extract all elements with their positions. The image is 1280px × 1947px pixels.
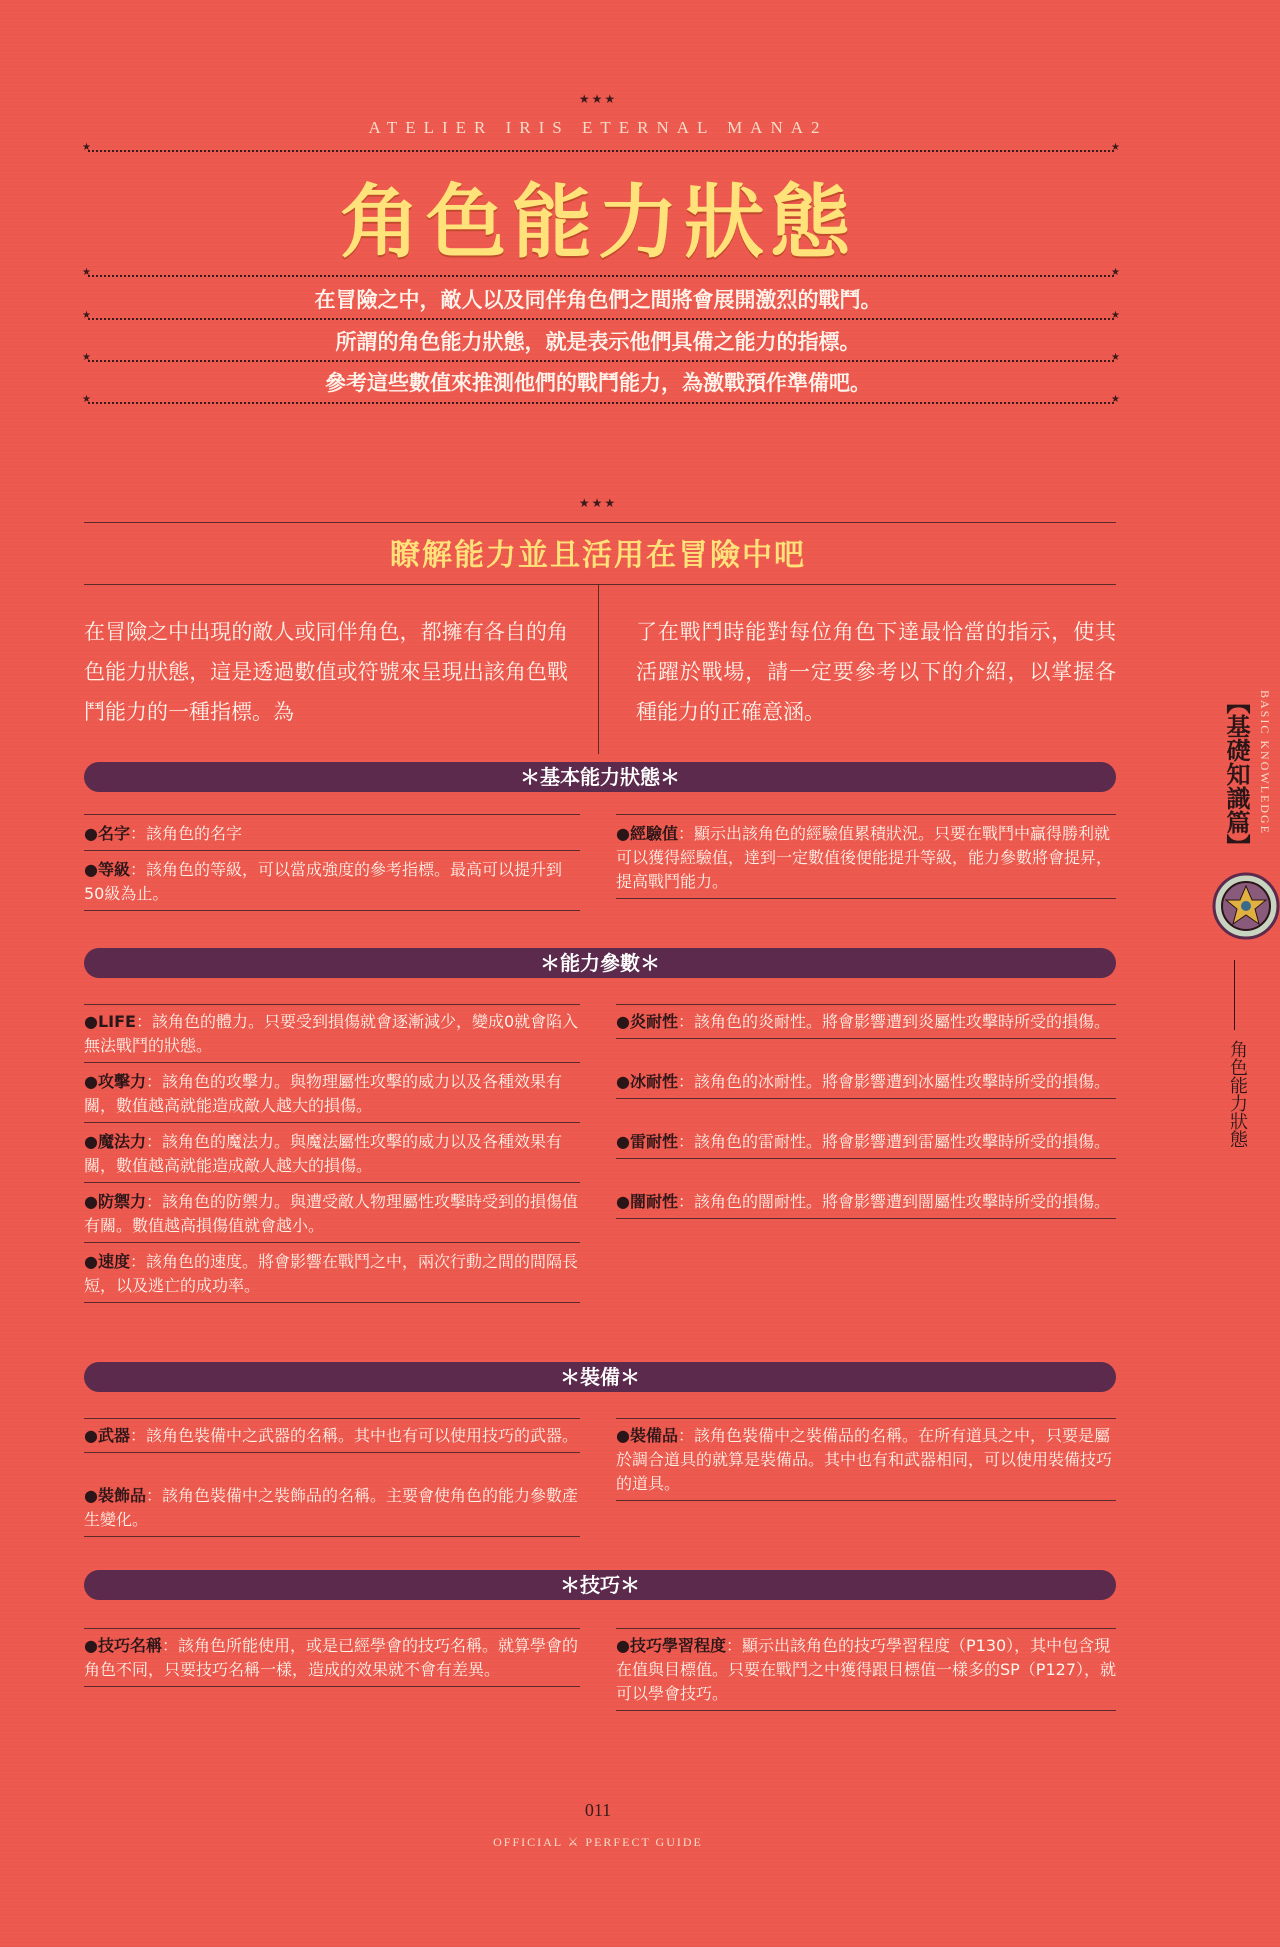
medallion-icon xyxy=(1212,872,1280,940)
rule xyxy=(616,1004,1116,1005)
category-bar-equipment: ＊裝備＊ xyxy=(84,1362,1116,1392)
stat-item: ●魔法力：該角色的魔法力。與魔法屬性攻擊的威力以及各種效果有關，數值越高就能造成敵人越大的損傷。 xyxy=(84,1130,580,1183)
section-text-right: 了在戰鬥時能對每位角色下達最恰當的指示，使其活躍於戰場，請一定要參考以下的介紹，以掌握各種能力的正確意涵。 xyxy=(636,620,1116,724)
stat-item: ●雷耐性：該角色的雷耐性。將會影響遭到雷屬性攻擊時所受的損傷。 xyxy=(616,1130,1116,1159)
divider xyxy=(88,402,1114,404)
side-tab xyxy=(1216,690,1256,858)
intro-line-3: 參考這些數值來推測他們的戰鬥能力，為激戰預作準備吧。 xyxy=(325,371,871,395)
rule xyxy=(84,1628,580,1629)
stat-item: ●LIFE：該角色的體力。只要受到損傷就會逐漸減少，變成0就會陷入無法戰鬥的狀態。 xyxy=(84,1010,580,1063)
rule xyxy=(616,1418,1116,1419)
stat-item: ●武器：該角色裝備中之武器的名稱。其中也有可以使用技巧的武器。 xyxy=(84,1424,580,1453)
stat-item: ●裝備品：該角色裝備中之裝備品的名稱。在所有道具之中，只要是屬於調合道具的就算是裝備品。其中也有和武器相同，可以使用裝備技巧的道具。 xyxy=(616,1424,1116,1501)
rule xyxy=(84,1418,580,1419)
stat-item: ●攻擊力：該角色的攻擊力。與物理屬性攻擊的威力以及各種效果有關，數值越高就能造成敵人越大的損傷。 xyxy=(84,1070,580,1123)
section-stars: ★★★ xyxy=(578,496,618,510)
stat-item: ●名字：該角色的名字 xyxy=(84,822,580,851)
section-title: 瞭解能力並且活用在冒險中吧 xyxy=(390,538,806,573)
rule xyxy=(84,814,580,815)
stat-item: ●防禦力：該角色的防禦力。與遭受敵人物理屬性攻擊時受到的損傷值有關。數值越高損傷值就會越小。 xyxy=(84,1190,580,1243)
stat-item: ●裝飾品：該角色裝備中之裝飾品的名稱。主要會使角色的能力參數產生變化。 xyxy=(84,1484,580,1537)
stat-item: ●冰耐性：該角色的冰耐性。將會影響遭到冰屬性攻擊時所受的損傷。 xyxy=(616,1070,1116,1099)
stat-item: ●闇耐性：該角色的闇耐性。將會影響遭到闇屬性攻擊時所受的損傷。 xyxy=(616,1190,1116,1219)
stat-item: ●技巧名稱：該角色所能使用，或是已經學會的技巧名稱。就算學會的角色不同，只要技巧名稱一樣，造成的效果就不會有差異。 xyxy=(84,1634,580,1687)
rule xyxy=(616,814,1116,815)
side-english: BASIC KNOWLEDGE xyxy=(1258,690,1272,835)
category-bar-basic: ＊基本能力狀態＊ xyxy=(84,762,1116,792)
category-bar-skills: ＊技巧＊ xyxy=(84,1570,1116,1600)
stat-item: ●技巧學習程度：顯示出該角色的技巧學習程度（P130），其中包含現在值與目標值。只要在戰鬥之中獲得跟目標值一樣多的SP（P127），就可以學會技巧。 xyxy=(616,1634,1116,1711)
stat-item: ●速度：該角色的速度。將會影響在戰鬥之中，兩次行動之間的間隔長短，以及逃亡的成功率。 xyxy=(84,1250,580,1303)
rule xyxy=(616,1628,1116,1629)
rule xyxy=(84,1004,580,1005)
series-title: ATELIER IRIS ETERNAL MANA2 xyxy=(368,118,828,137)
side-rule xyxy=(1234,960,1235,1030)
side-subtitle: 角色能力狀態 xyxy=(1227,1040,1248,1148)
section-rule-top xyxy=(84,522,1116,523)
divider xyxy=(88,318,1114,320)
intro-line-1: 在冒險之中，敵人以及同伴角色們之間將會展開激烈的戰鬥。 xyxy=(314,288,882,312)
stat-item: ●等級：該角色的等級，可以當成強度的參考指標。最高可以提升到50級為止。 xyxy=(84,858,580,911)
divider xyxy=(88,275,1114,277)
page-title: 角色能力狀態 xyxy=(340,175,856,269)
intro-line-2: 所謂的角色能力狀態，就是表示他們具備之能力的指標。 xyxy=(335,330,861,354)
stat-item: ●炎耐性：該角色的炎耐性。將會影響遭到炎屬性攻擊時所受的損傷。 xyxy=(616,1010,1116,1039)
section-rule-bottom xyxy=(84,584,1116,585)
divider xyxy=(88,150,1114,152)
column-divider xyxy=(598,584,599,754)
stat-item: ●經驗值：顯示出該角色的經驗值累積狀況。只要在戰鬥中贏得勝利就可以獲得經驗值，達到一定數值後便能提升等級，能力參數將會提昇，提高戰鬥能力。 xyxy=(616,822,1116,899)
header-stars: ★★★ xyxy=(578,92,618,106)
side-tab-label: 【基礎知識篇】 xyxy=(1222,690,1251,858)
category-bar-params: ＊能力參數＊ xyxy=(84,948,1116,978)
section-text-left: 在冒險之中出現的敵人或同伴角色，都擁有各自的角色能力狀態，這是透過數值或符號來呈現出該角色戰鬥能力的一種指標。為 xyxy=(84,620,568,724)
divider xyxy=(88,360,1114,362)
guide-footer: OFFICIAL ⚔ PERFECT GUIDE xyxy=(493,1835,703,1849)
page-number: 011 xyxy=(584,1800,612,1820)
